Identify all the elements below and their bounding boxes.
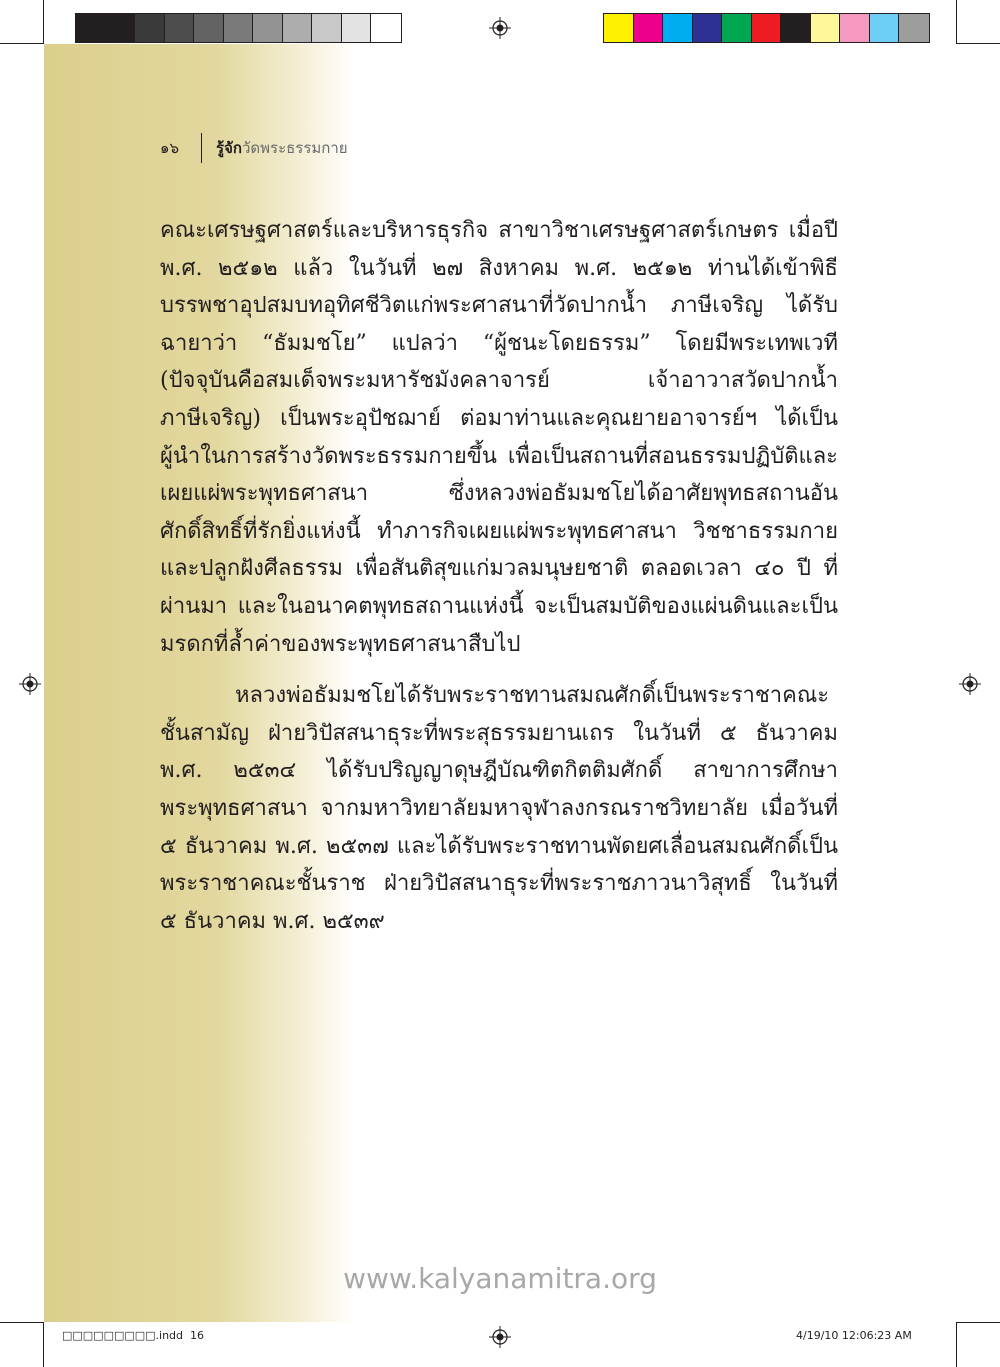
page-number: ๑๖ xyxy=(160,139,180,157)
color-swatch xyxy=(283,14,313,42)
color-swatch xyxy=(106,14,136,42)
slug-timestamp: 4/19/10 12:06:23 AM xyxy=(796,1329,912,1342)
slug-page: 16 xyxy=(190,1329,205,1342)
color-swatch xyxy=(899,14,929,42)
registration-mark-icon xyxy=(489,1326,511,1348)
color-swatch xyxy=(312,14,342,42)
color-swatch xyxy=(663,14,693,42)
crop-mark xyxy=(956,1322,1000,1323)
color-swatch xyxy=(342,14,372,42)
color-calibration-bar xyxy=(603,13,930,43)
color-swatch xyxy=(76,14,106,42)
crop-mark xyxy=(43,1322,44,1367)
color-swatch xyxy=(722,14,752,42)
color-swatch xyxy=(870,14,900,42)
color-swatch xyxy=(811,14,841,42)
color-swatch xyxy=(634,14,664,42)
header-divider xyxy=(201,133,202,163)
color-swatch xyxy=(604,14,634,42)
crop-mark xyxy=(956,1322,957,1367)
color-swatch xyxy=(165,14,195,42)
paragraph: คณะเศรษฐศาสตร์และบริหารธุรกิจ สาขาวิชาเศรษฐศาสตร์เกษตร เมื่อปี พ.ศ. ๒๕๑๒ แล้ว ในวันที่ ๒๗ สิงหาคม พ.ศ. ๒๕๑๒ ท่านได้เข้าพิธีบรรพชาอุปสมบทอุทิศชีวิตแก่พระศาสนาที่วัดปากน้ำ ภาษีเจริญ ได้รับฉายาว่า “ธัมมชโย” แปลว่า “ผู้ชนะโดยธรรม” โดยมีพระเทพเวที (ปัจจุบันคือสมเด็จพระมหารัชมังคลาจารย์ เจ้าอาวาสวัดปากน้ำ ภาษีเจริญ) เป็นพระอุปัชฌาย์ ต่อมาท่านและคุณยายอาจารย์ฯ ได้เป็นผู้นำในการสร้างวัดพระธรรมกายขึ้น เพื่อเป็นสถานที่สอนธรรมปฏิบัติและเผยแผ่พระพุทธศาสนา ซึ่งหลวงพ่อธัมมชโยได้อาศัยพุทธสถานอันศักดิ์สิทธิ์ที่รักยิ่งแห่งนี้ ทำภารกิจเผยแผ่พระพุทธศาสนา วิชชาธรรมกาย และปลูกฝังศีลธรรม เพื่อสันติสุขแก่มวลมนุษยชาติ ตลอดเวลา ๔๐ ปี ที่ผ่านมา และในอนาคตพุทธสถานแห่งนี้ จะเป็นสมบัติของแผ่นดินและเป็นมรดกที่ล้ำค่าของพระพุทธศาสนาสืบไป xyxy=(160,218,838,657)
color-swatch xyxy=(253,14,283,42)
color-swatch xyxy=(371,14,401,42)
color-swatch xyxy=(194,14,224,42)
book-title-rest: วัดพระธรรมกาย xyxy=(241,139,348,157)
color-swatch xyxy=(693,14,723,42)
website-watermark: www.kalyanamitra.org xyxy=(343,1262,657,1295)
body-text xyxy=(160,212,838,940)
registration-mark-icon xyxy=(19,673,41,695)
crop-mark xyxy=(0,1322,44,1323)
crop-mark xyxy=(956,43,1000,44)
paragraph: หลวงพ่อธัมมชโยได้รับพระราชทานสมณศักดิ์เป็นพระราชาคณะชั้นสามัญ ฝ่ายวิปัสสนาธุระที่พระสุธรรมยานเถร ในวันที่ ๕ ธันวาคม พ.ศ. ๒๕๓๔ ได้รับปริญญาดุษฎีบัณฑิตกิตติมศักดิ์ สาขาการศึกษาพระพุทธศาสนา จากมหาวิทยาลัยมหาจุฬาลงกรณราชวิทยาลัย เมื่อวันที่ ๕ ธันวาคม พ.ศ. ๒๕๓๗ และได้รับพระราชทานพัดยศเลื่อนสมณศักดิ์เป็นพระราชาคณะชั้นราช ฝ่ายวิปัสสนาธุระที่พระราชภาวนาวิสุทธิ์ ในวันที่ ๕ ธันวาคม พ.ศ. ๒๕๓๙ xyxy=(160,683,838,934)
registration-mark-icon xyxy=(489,17,511,39)
running-header xyxy=(160,133,348,163)
crop-mark xyxy=(956,0,957,44)
crop-mark xyxy=(43,0,44,44)
color-swatch xyxy=(781,14,811,42)
slug-file-name: □□□□□□□□□.indd 16 xyxy=(62,1329,205,1342)
color-swatch xyxy=(840,14,870,42)
book-title-bold: รู้จัก xyxy=(216,139,242,157)
color-swatch xyxy=(752,14,782,42)
grayscale-calibration-bar xyxy=(75,13,402,43)
color-swatch xyxy=(135,14,165,42)
color-swatch xyxy=(224,14,254,42)
registration-mark-icon xyxy=(959,673,981,695)
crop-mark xyxy=(0,43,44,44)
